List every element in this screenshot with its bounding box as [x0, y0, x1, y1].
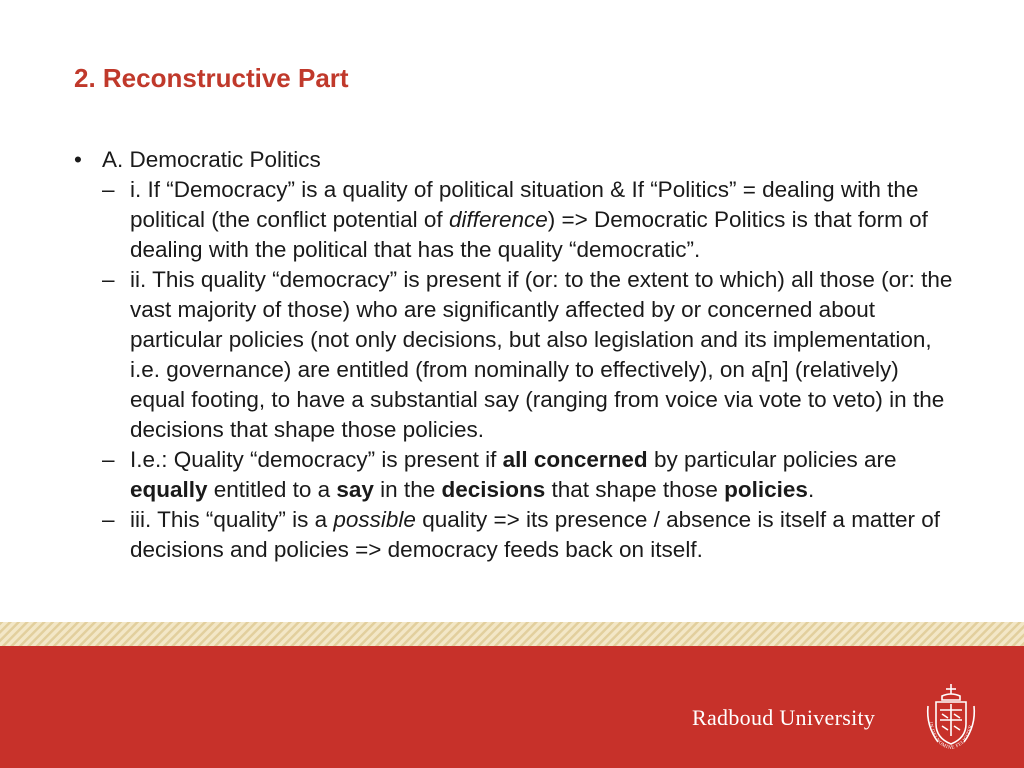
text-run: i. If “Democracy” is a quality of political situation & If “Politics” = dealing with the political (the conflict potential of — [130, 177, 919, 232]
bullet-label: A. Democratic Politics — [102, 147, 321, 172]
text-run: quality => its presence / absence is itself a matter of decisions and policies => democracy feeds back on itself. — [130, 507, 940, 562]
subitem-4 — [74, 505, 954, 565]
subitem-1 — [74, 175, 954, 265]
text-run: . — [807, 477, 815, 502]
emphasis-italic: difference — [448, 207, 548, 232]
seal-motto: IN DEI NOMINE FELICITER — [927, 721, 975, 750]
text-run: iii. This “quality” is a — [130, 507, 334, 532]
emphasis-bold: all concerned — [502, 447, 648, 472]
subitem-list — [74, 175, 954, 565]
decorative-stripe-band — [0, 622, 1024, 648]
bullet-democratic-politics — [74, 145, 954, 175]
university-wordmark: Radboud University — [692, 705, 876, 730]
footer-band — [0, 622, 1024, 768]
emphasis-bold: say — [336, 477, 374, 502]
slide-title: 2. Reconstructive Part — [74, 63, 349, 93]
dash-marker: – — [102, 267, 115, 292]
emphasis-bold: equally — [130, 477, 208, 502]
emphasis-bold: policies — [724, 477, 808, 502]
text-run: I.e.: Quality “democracy” is present if — [130, 447, 503, 472]
text-run: by particular policies are — [647, 447, 897, 472]
emphasis-bold: decisions — [441, 477, 546, 502]
dash-marker: – — [102, 507, 115, 532]
emphasis-italic: possible — [333, 507, 416, 532]
text-run: entitled to a — [207, 477, 337, 502]
dash-marker: – — [102, 177, 115, 202]
text-run: that shape those — [545, 477, 725, 502]
text-run: in the — [373, 477, 442, 502]
subitem-3 — [74, 445, 954, 505]
bullet-marker: • — [74, 147, 82, 172]
radboud-seal-icon — [922, 680, 980, 750]
dash-marker: – — [102, 447, 115, 472]
slide-content — [74, 145, 954, 565]
footer-background — [0, 622, 1024, 768]
text-run: ) => Democratic Politics is that form of dealing with the political that has the quality “democratic”. — [130, 207, 928, 262]
text-run: ii. This quality “democracy” is present if (or: to the extent to which) all those (or: the vast majority of those) who are significantly affected by or concerned about particular policies (not only decisions, but also legislation and its implementation, i.e. governance) are entitled (from nominally to effectively), on a[n] (relatively) equal footing, to have a substantial say (ranging from voice via vote to veto) in the decisions that shape those policies. — [130, 267, 953, 442]
subitem-2 — [74, 265, 954, 445]
